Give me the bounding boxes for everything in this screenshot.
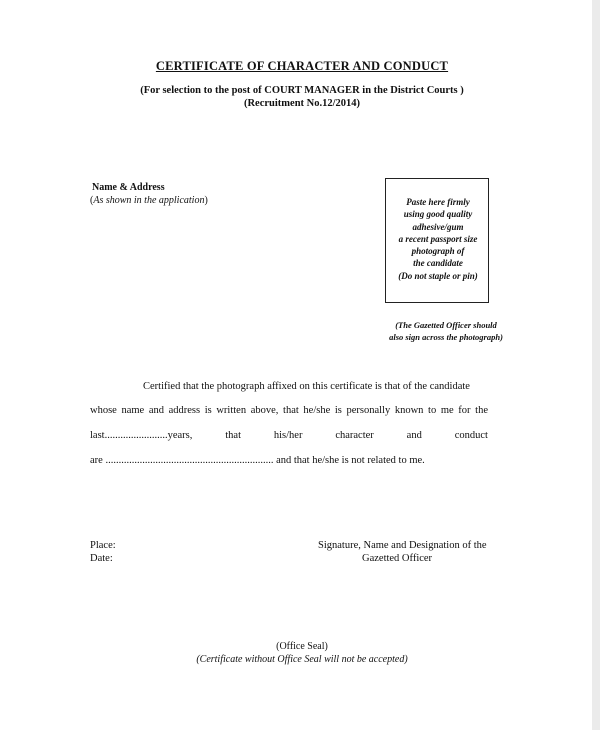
photo-instruction-line: a recent passport size (398, 233, 478, 244)
certificate-word: character (335, 430, 374, 441)
photo-instruction-line: Paste here firmly (406, 197, 470, 207)
certificate-word: last........................years, (90, 430, 193, 441)
certificate-line-4: are ................................................................ and that he/she is not related to me. (90, 455, 425, 466)
scrollbar-track[interactable] (592, 0, 600, 730)
photo-instruction-line: photograph of (411, 246, 465, 257)
recruitment-number: (Recruitment No.12/2014) (243, 98, 361, 109)
certificate-line-1: Certified that the photograph affixed on this certificate is that of the candidate (143, 381, 470, 392)
signature-label: Signature, Name and Designation of the (318, 540, 487, 551)
certificate-title: CERTIFICATE OF CHARACTER AND CONDUCT (155, 59, 449, 73)
place-label: Place: (90, 540, 116, 551)
name-address-hint: (As shown in the application) (90, 195, 208, 206)
gazetted-note-line: also sign across the photograph) (389, 332, 503, 342)
gazetted-note-line: (The Gazetted Officer should (395, 320, 497, 330)
photo-instructions (386, 196, 490, 282)
gazetted-officer-note (360, 319, 532, 343)
name-address-label: Name & Address (92, 182, 165, 193)
certificate-word: that (225, 430, 241, 441)
office-seal-note: (Certificate without Office Seal will not be accepted) (196, 654, 408, 665)
certificate-line-3 (90, 430, 488, 441)
photo-paste-box (385, 178, 489, 303)
certificate-line-2: whose name and address is written above, that he/she is personally known to me for the (90, 405, 488, 416)
photo-instruction-line: using good quality (403, 209, 473, 220)
certificate-word: and (406, 430, 422, 441)
certificate-word: conduct (454, 430, 488, 441)
photo-instruction-line: adhesive/gum (412, 221, 464, 232)
photo-instruction-line: the candidate (413, 258, 463, 269)
gazetted-officer-label: Gazetted Officer (362, 553, 433, 564)
post-subtitle: (For selection to the post of COURT MANAGER in the District Courts ) (140, 85, 464, 96)
office-seal-label: (Office Seal) (276, 641, 328, 652)
certificate-word: his/her (273, 430, 303, 441)
date-label: Date: (90, 553, 113, 564)
photo-instruction-line: (Do not staple or pin) (398, 270, 478, 281)
